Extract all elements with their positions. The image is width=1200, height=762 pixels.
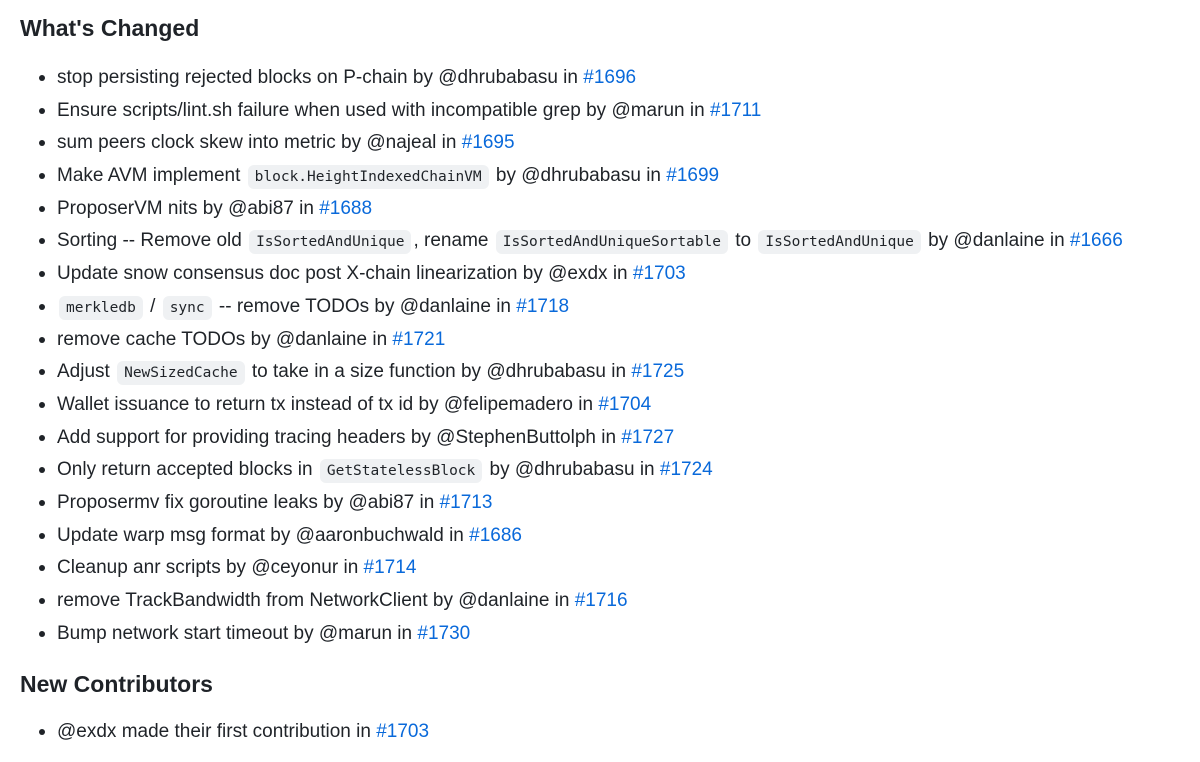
- change-item: [20, 585, 1200, 618]
- item-text: Cleanup anr scripts by @ceyonur in: [57, 557, 364, 579]
- pr-link[interactable]: #1714: [363, 557, 417, 579]
- item-text: remove TrackBandwidth from NetworkClient by @danlaine in: [57, 590, 575, 611]
- contributors-list: [20, 716, 1200, 749]
- pr-link[interactable]: #1724: [659, 459, 713, 481]
- changes-list: [20, 62, 1200, 650]
- change-item: [20, 193, 1200, 226]
- item-text: remove cache TODOs by @danlaine in: [57, 328, 393, 350]
- change-item: [20, 62, 1200, 95]
- pr-link[interactable]: #1704: [598, 393, 652, 415]
- pr-link[interactable]: #1721: [392, 328, 446, 350]
- item-text: Only return accepted blocks in: [57, 459, 318, 481]
- pr-link[interactable]: #1699: [666, 165, 720, 187]
- inline-code: IsSortedAndUniqueSortable: [496, 230, 728, 254]
- item-text: by @dhrubabasu in: [490, 165, 667, 187]
- inline-code: IsSortedAndUnique: [758, 230, 920, 254]
- item-text: Ensure scripts/lint.sh failure when used with incompatible grep by @marun in: [57, 99, 710, 121]
- bullet-icon: [39, 304, 45, 310]
- pr-link[interactable]: #1688: [319, 197, 373, 219]
- bullet-icon: [39, 140, 45, 146]
- item-text: /: [144, 295, 161, 317]
- item-text: Update snow consensus doc post X-chain linearization by @exdx in: [57, 263, 633, 285]
- bullet-icon: [39, 238, 45, 244]
- pr-link[interactable]: #1703: [376, 721, 430, 743]
- change-item: [20, 422, 1200, 455]
- bullet-icon: [39, 271, 45, 277]
- change-item: [20, 618, 1200, 651]
- change-item: [20, 258, 1200, 291]
- pr-link[interactable]: #1725: [631, 361, 685, 383]
- bullet-icon: [39, 631, 45, 637]
- pr-link[interactable]: #1727: [621, 426, 675, 448]
- item-text: Sorting -- Remove old: [57, 230, 248, 252]
- change-item: [20, 356, 1200, 389]
- item-text: Adjust: [57, 361, 116, 383]
- change-item: [20, 552, 1200, 585]
- section-heading-whats-changed: What's Changed: [20, 15, 200, 41]
- contributor-item: [20, 716, 1200, 749]
- pr-link[interactable]: #1718: [516, 295, 570, 317]
- change-item: [20, 454, 1200, 487]
- item-text: sum peers clock skew into metric by @najeal in: [57, 132, 462, 154]
- item-text: @exdx made their first contribution in: [57, 721, 377, 743]
- bullet-icon: [39, 369, 45, 375]
- inline-code: GetStatelessBlock: [320, 459, 482, 483]
- item-text: ProposerVM nits by @abi87 in: [57, 197, 320, 219]
- item-text: by @dhrubabasu in: [484, 459, 660, 481]
- pr-link[interactable]: #1713: [439, 491, 493, 513]
- bullet-icon: [39, 729, 45, 735]
- bullet-icon: [39, 467, 45, 473]
- pr-link[interactable]: #1703: [632, 263, 686, 285]
- bullet-icon: [39, 75, 45, 81]
- pr-link[interactable]: #1711: [709, 99, 762, 121]
- item-text: stop persisting rejected blocks on P-chain by @dhrubabasu in: [57, 67, 584, 88]
- pr-link[interactable]: #1666: [1069, 230, 1123, 252]
- bullet-icon: [39, 206, 45, 212]
- pr-link[interactable]: #1730: [417, 622, 471, 644]
- item-text: , rename: [413, 230, 494, 252]
- pr-link[interactable]: #1696: [583, 67, 637, 88]
- bullet-icon: [39, 108, 45, 114]
- item-text: Add support for providing tracing headers by @StephenButtolph in: [57, 426, 622, 448]
- bullet-icon: [39, 598, 45, 604]
- item-text: by @danlaine in: [922, 230, 1070, 252]
- item-text: to: [730, 230, 757, 252]
- change-item: [20, 225, 1200, 258]
- item-text: Bump network start timeout by @marun in: [57, 622, 418, 644]
- item-text: Wallet issuance to return tx instead of tx id by @felipemadero in: [57, 393, 599, 415]
- change-item: [20, 324, 1200, 357]
- item-text: Update warp msg format by @aaronbuchwald in: [57, 524, 470, 546]
- bullet-icon: [39, 435, 45, 441]
- bullet-icon: [39, 337, 45, 343]
- change-item: [20, 389, 1200, 422]
- section-heading-new-contributors: New Contributors: [20, 671, 213, 698]
- bullet-icon: [39, 533, 45, 539]
- pr-link[interactable]: #1695: [461, 132, 515, 154]
- pr-link[interactable]: #1716: [574, 590, 628, 611]
- change-item: [20, 127, 1200, 160]
- inline-code: IsSortedAndUnique: [249, 230, 411, 254]
- item-text: to take in a size function by @dhrubabasu in: [246, 361, 632, 383]
- inline-code: NewSizedCache: [117, 361, 245, 385]
- inline-code: block.HeightIndexedChainVM: [248, 165, 489, 189]
- change-item: [20, 487, 1200, 520]
- change-item: [20, 95, 1200, 128]
- item-text: Proposermv fix goroutine leaks by @abi87 in: [57, 491, 440, 513]
- change-item: [20, 520, 1200, 553]
- bullet-icon: [39, 402, 45, 408]
- item-text: -- remove TODOs by @danlaine in: [213, 295, 517, 317]
- change-item: [20, 160, 1200, 193]
- item-text: Make AVM implement: [57, 165, 246, 187]
- pr-link[interactable]: #1686: [469, 524, 522, 546]
- inline-code: merkledb: [59, 296, 143, 320]
- inline-code: sync: [163, 296, 212, 320]
- bullet-icon: [39, 500, 45, 506]
- bullet-icon: [39, 565, 45, 571]
- change-item: [20, 291, 1200, 324]
- bullet-icon: [39, 173, 45, 179]
